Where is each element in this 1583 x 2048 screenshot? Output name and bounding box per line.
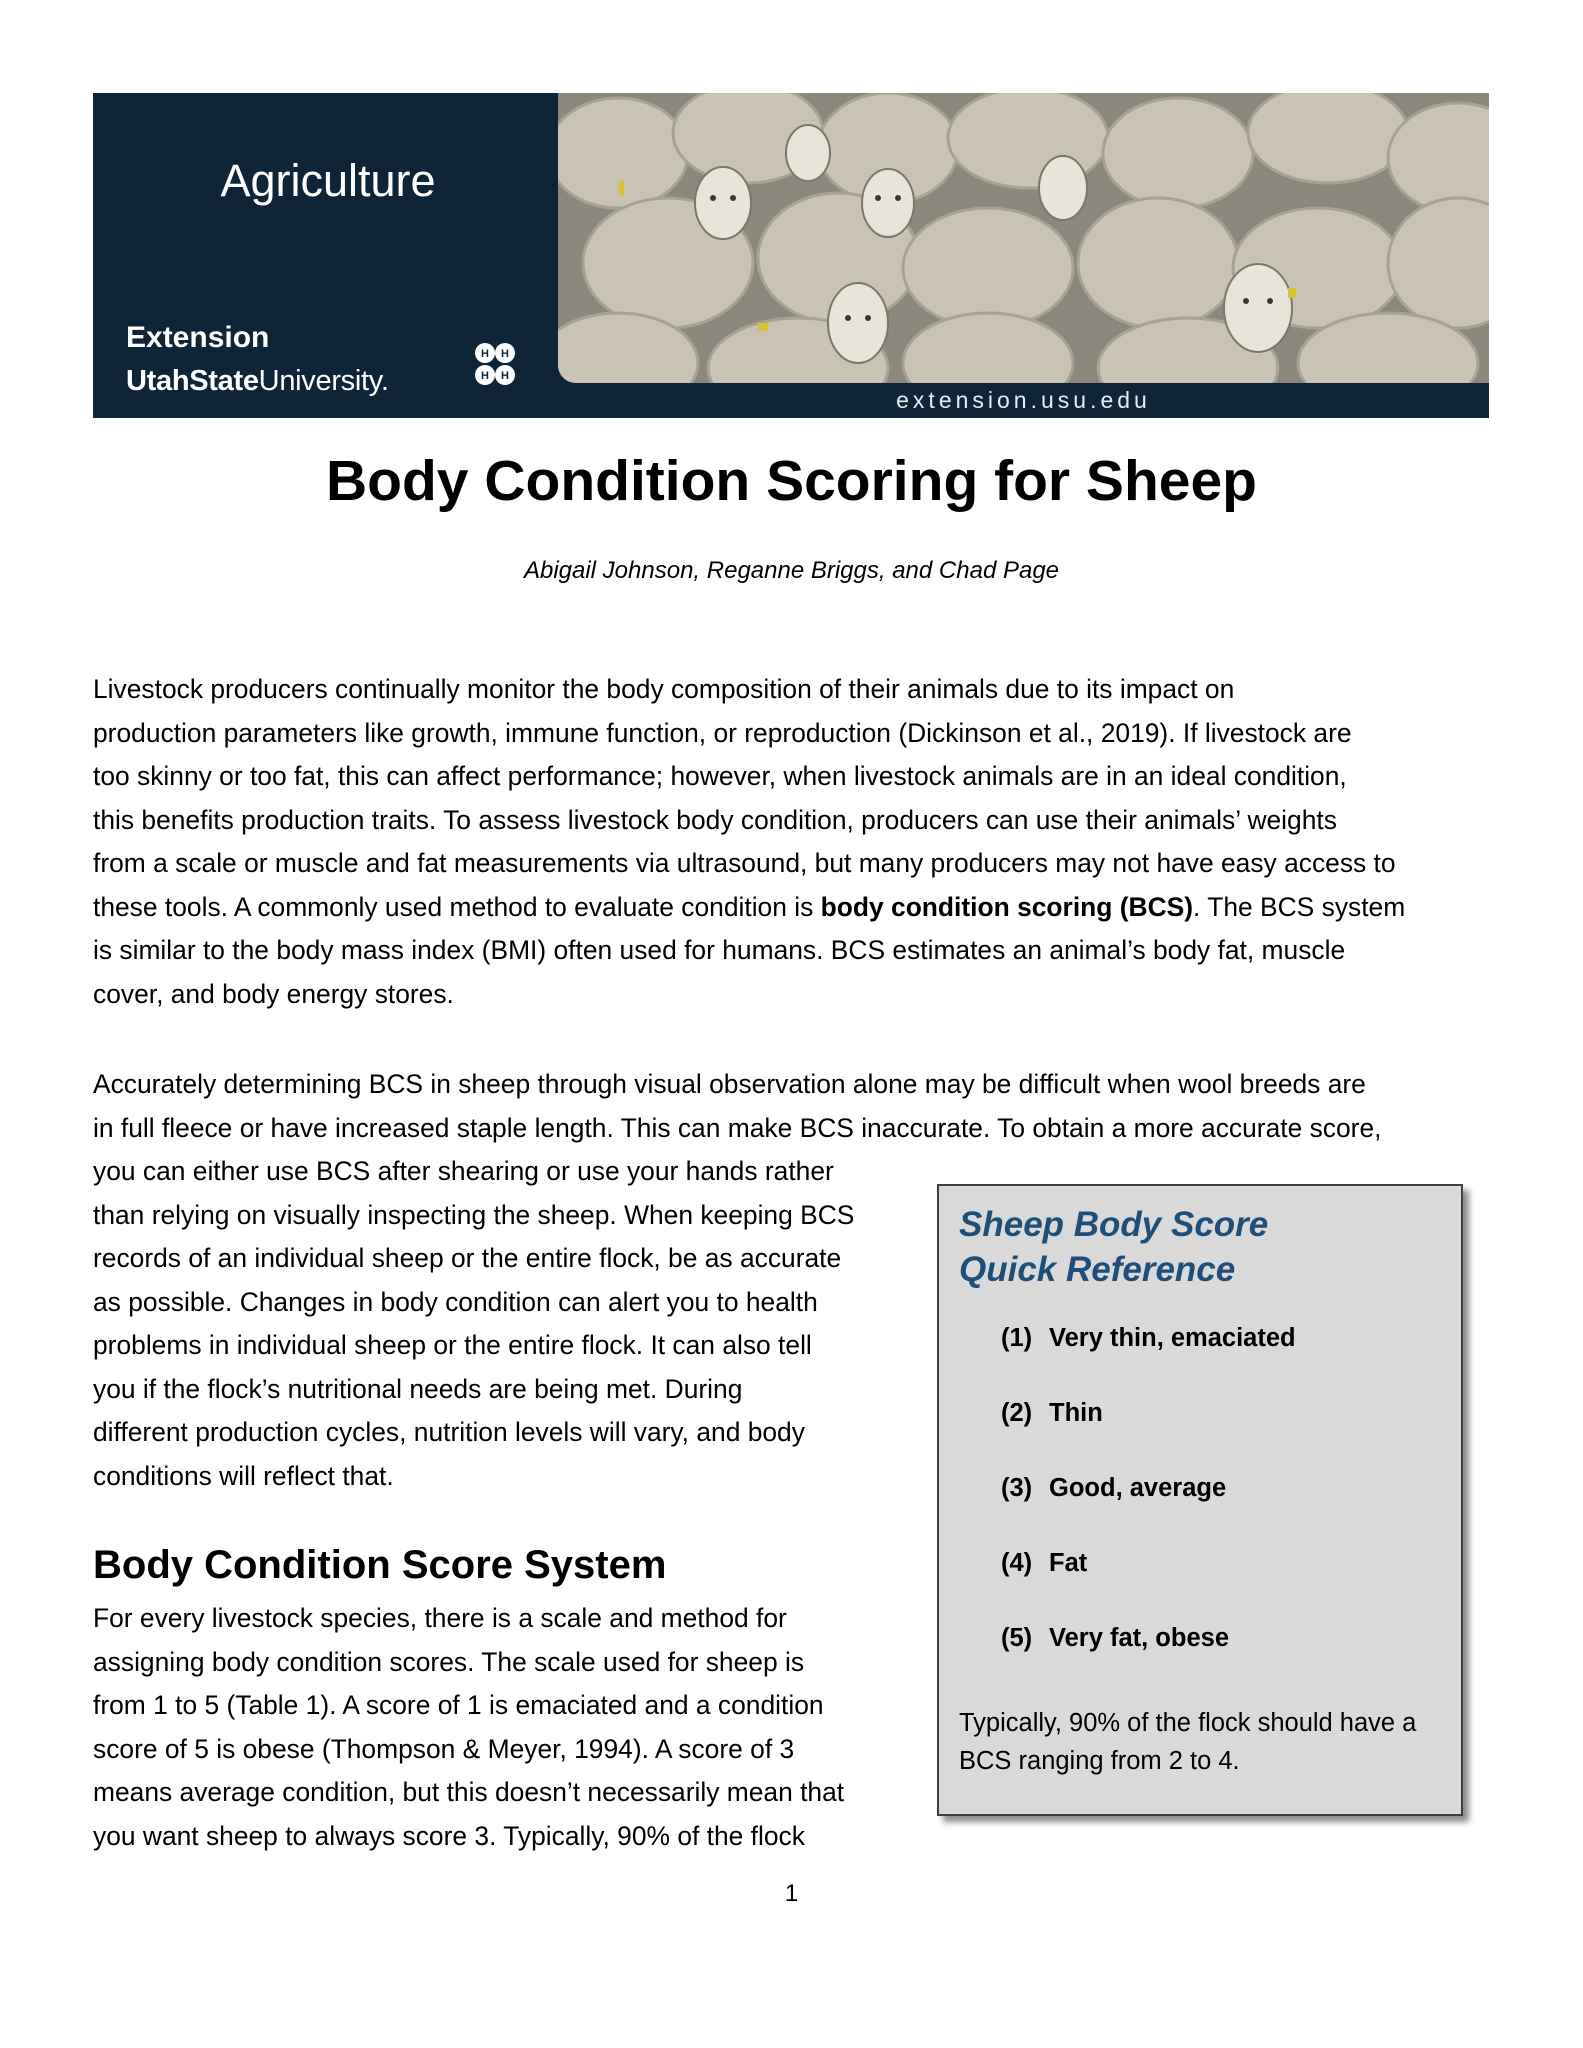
quick-reference-title bbox=[959, 1202, 1268, 1292]
score-number: (1) bbox=[1001, 1324, 1033, 1352]
intro-line: cover, and body energy stores. bbox=[93, 978, 454, 1009]
intro-line: this benefits production traits. To assess livestock body condition, producers can use their animals’ weights bbox=[93, 804, 1337, 835]
quick-reference-title-line: Sheep Body Score bbox=[959, 1205, 1269, 1244]
quick-reference-box bbox=[937, 1184, 1463, 1816]
page-title: Body Condition Scoring for Sheep bbox=[326, 449, 1257, 513]
paragraph-line: you want sheep to always score 3. Typically, 90% of the flock bbox=[93, 1820, 805, 1851]
bcs-term: body condition scoring (BCS) bbox=[820, 891, 1194, 922]
usu-logo-rest: University. bbox=[258, 365, 389, 397]
paragraph-line: score of 5 is obese (Thompson & Meyer, 1994). A score of 3 bbox=[93, 1733, 795, 1764]
svg-text:H: H bbox=[481, 348, 489, 360]
usu-logo-bold: UtahState bbox=[126, 365, 259, 397]
score-item bbox=[1001, 1324, 1296, 1353]
quick-reference-note: Typically, 90% of the flock should have a BCS ranging from 2 to 4. bbox=[959, 1709, 1417, 1775]
paragraph-line: problems in individual sheep or the entire flock. It can also tell bbox=[93, 1330, 812, 1360]
intro-text: these tools. A commonly used method to evaluate condition is bbox=[93, 891, 821, 922]
score-label: Fat bbox=[1049, 1549, 1088, 1577]
page-number: 1 bbox=[784, 1880, 799, 1907]
paragraph-line: you if the flock’s nutritional needs are being met. During bbox=[93, 1373, 743, 1404]
score-number: (3) bbox=[1001, 1474, 1033, 1502]
paragraph-line: records of an individual sheep or the entire flock, be as accurate bbox=[93, 1243, 842, 1273]
paragraph-line: you can either use BCS after shearing or use your hands rather bbox=[93, 1156, 834, 1186]
header-banner bbox=[93, 93, 1489, 418]
intro-line: Livestock producers continually monitor the body composition of their animals due to its impact on bbox=[93, 674, 1235, 704]
intro-line: too skinny or too fat, this can affect performance; however, when livestock animals are in an ideal condition, bbox=[93, 761, 1347, 791]
intro-line: production parameters like growth, immune function, or reproduction (Dickinson et al., 2019). If livestock are bbox=[93, 717, 1352, 748]
score-label: Good, average bbox=[1049, 1474, 1227, 1502]
paragraph-line: different production cycles, nutrition levels will vary, and body bbox=[93, 1417, 805, 1447]
paragraph-line: than relying on visually inspecting the sheep. When keeping BCS bbox=[93, 1199, 855, 1230]
score-item bbox=[1001, 1399, 1103, 1428]
svg-text:H: H bbox=[481, 370, 489, 382]
intro-text: . The BCS system bbox=[1193, 891, 1406, 922]
paragraph-line: in full fleece or have increased staple length. This can make BCS inaccurate. To obtain a more accurate score, bbox=[93, 1112, 1382, 1143]
quick-reference-title-line: Quick Reference bbox=[959, 1250, 1236, 1289]
svg-text:H: H bbox=[501, 348, 509, 360]
banner-section-title: Agriculture bbox=[220, 155, 436, 206]
score-item bbox=[1001, 1624, 1229, 1653]
banner-url: extension.usu.edu bbox=[896, 387, 1151, 413]
score-label: Thin bbox=[1049, 1399, 1103, 1427]
intro-line: is similar to the body mass index (BMI) often used for humans. BCS estimates an animal’s body fat, muscle bbox=[93, 935, 1346, 965]
score-number: (2) bbox=[1001, 1399, 1033, 1427]
authors-line: Abigail Johnson, Reganne Briggs, and Chad Page bbox=[523, 557, 1060, 584]
4h-clover-icon bbox=[467, 338, 523, 394]
score-label: Very fat, obese bbox=[1049, 1624, 1230, 1652]
usu-logo-text bbox=[126, 365, 389, 398]
intro-line bbox=[93, 886, 1493, 930]
paragraph-line: assigning body condition scores. The scale used for sheep is bbox=[93, 1646, 805, 1677]
paragraph-line: conditions will reflect that. bbox=[93, 1460, 394, 1491]
score-number: (4) bbox=[1001, 1549, 1033, 1577]
paragraph-line: from 1 to 5 (Table 1). A score of 1 is emaciated and a condition bbox=[93, 1690, 824, 1720]
intro-paragraph bbox=[93, 668, 1493, 1016]
score-item bbox=[1001, 1474, 1226, 1503]
intro-line: from a scale or muscle and fat measurements via ultrasound, but many producers may not have easy access to bbox=[93, 848, 1396, 878]
svg-text:H: H bbox=[501, 370, 509, 382]
score-number: (5) bbox=[1001, 1624, 1033, 1652]
paragraph-line: as possible. Changes in body condition can alert you to health bbox=[93, 1286, 818, 1317]
banner-extension-label: Extension bbox=[126, 321, 270, 354]
paragraph-line: For every livestock species, there is a scale and method for bbox=[93, 1603, 787, 1633]
score-label: Very thin, emaciated bbox=[1049, 1324, 1296, 1352]
section-heading: Body Condition Score System bbox=[93, 1543, 667, 1587]
sheep-flock-photo bbox=[558, 93, 1489, 383]
paragraph-line: Accurately determining BCS in sheep through visual observation alone may be difficult when wool breeds are bbox=[93, 1069, 1366, 1099]
score-item bbox=[1001, 1549, 1087, 1578]
paragraph-line: means average condition, but this doesn’t necessarily mean that bbox=[93, 1777, 845, 1807]
